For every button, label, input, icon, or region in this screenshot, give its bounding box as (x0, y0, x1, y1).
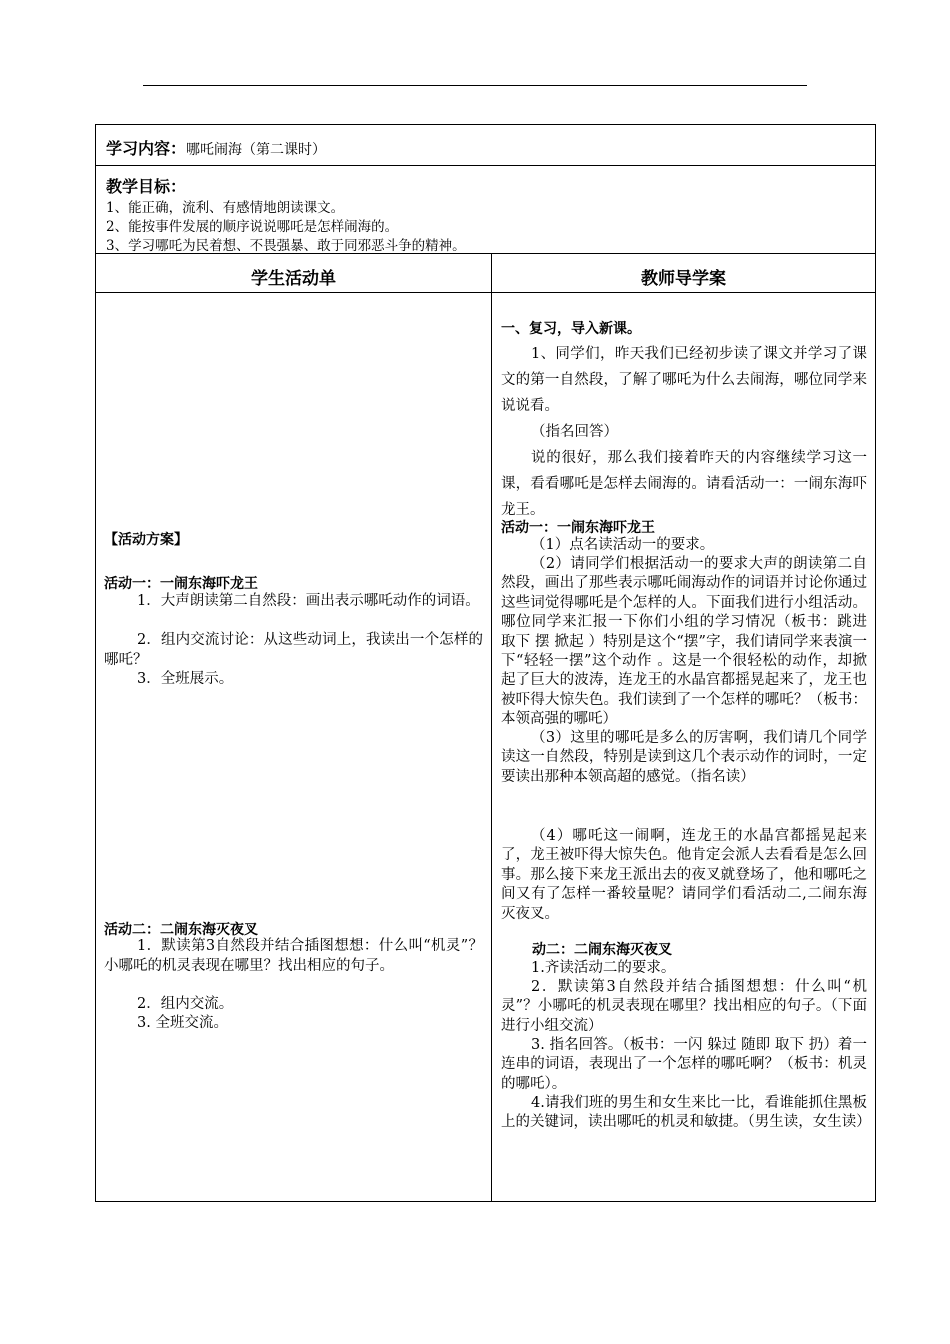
student-activity1-step3: 3．全班展示。 (137, 671, 234, 687)
teacher-section1-title: 一、复习，导入新课。 (501, 321, 641, 337)
goal-item-1: 1、能正确，流利、有感情地朗读课文。 (106, 200, 345, 216)
teacher-column-header: 教师导学案 (641, 269, 726, 289)
teacher-activity2-title: 动二：二闹东海灭夜叉 (532, 942, 672, 958)
row-divider-content (96, 165, 875, 166)
teacher-activity1-step2: （2）请同学们根据活动一的要求大声的朗读第二自然段，画出了那些表示哪吒闹海动作的词语并讨论你通过这些词觉得哪吒是个怎样的人。下面我们进行小组活动。哪位同学来汇报一下你们小组的学习情况（板书：跳进 取下 摆 掀起 ）特别是这个“摆”字，我们请同学来表演一下“轻轻一摆”这个动作 。这是一个很轻松的动作，却掀起了巨大的波涛，连龙王的水晶宫都摇晃起来了，龙王也被吓得大惊失色。我们读到了一个怎样的哪吒？（板书：本领高强的哪吒） (501, 556, 867, 728)
content-label: 学习内容： (106, 139, 187, 158)
activity-plan-title: 【活动方案】 (104, 532, 188, 548)
content-value: 哪吒闹海（第二课时） (186, 142, 327, 158)
teacher-intro-paragraph: 说的很好，那么我们接着昨天的内容继续学习这一课，看看哪吒是怎样去闹海的。请看活动一：一闹东海吓龙王。 (501, 450, 867, 518)
student-activity1-step2: 2．组内交流讨论：从这些动词上，我读出一个怎样的哪吒？ (104, 632, 483, 668)
student-activity1-title: 活动一：一闹东海吓龙王 (104, 576, 258, 592)
column-divider (491, 253, 492, 1201)
row-divider-header (96, 292, 875, 293)
teacher-activity1-step1: （1）点名读活动一的要求。 (531, 537, 715, 553)
teacher-activity2-step2: 2．默读第3自然段并结合插图想想：什么叫“机灵”？小哪吒的机灵表现在哪里？找出相应的句子。（下面进行小组交流） (501, 979, 867, 1034)
teacher-review-paragraph: 1、同学们，昨天我们已经初步读了课文并学习了课文的第一自然段，了解了哪吒为什么去闹海，哪位同学来说说看。 (501, 346, 867, 414)
header-rule (143, 85, 807, 86)
lesson-plan-table (95, 124, 876, 1202)
student-activity2-title: 活动二：二闹东海灭夜叉 (104, 922, 258, 938)
teacher-activity2-step1: 1.齐读活动二的要求。 (531, 960, 676, 976)
teacher-activity1-title: 活动一：一闹东海吓龙王 (501, 520, 655, 536)
content-row (106, 136, 326, 159)
student-activity1-step1: 1．大声朗读第二自然段：画出表示哪吒动作的词语。 (137, 593, 480, 609)
goal-item-2: 2、能按事件发展的顺序说说哪吒是怎样闹海的。 (106, 219, 399, 235)
teacher-activity1-step4: （4）哪吒这一闹啊，连龙王的水晶宫都摇晃起来了，龙王被吓得大惊失色。他肯定会派人去看看是怎么回事。那么接下来龙王派出去的夜叉就登场了，他和哪吒之间又有了怎样一番较量呢？请同学们看活动二,二闹东海灭夜叉。 (501, 828, 867, 922)
goal-item-3: 3、学习哪吒为民着想、不畏强暴、敢于同邪恶斗争的精神。 (106, 238, 466, 254)
student-activity2-step3: 3. 全班交流。 (137, 1015, 228, 1031)
teacher-activity2-step4: 4.请我们班的男生和女生来比一比，看谁能抓住黑板上的关键词，读出哪吒的机灵和敏捷。（男生读，女生读） (501, 1095, 871, 1131)
teacher-activity1-step3: （3）这里的哪吒是多么的厉害啊，我们请几个同学读这一自然段，特别是读到这几个表示动作的词时，一定要读出那种本领高超的感觉。（指名读） (501, 730, 867, 785)
goals-title: 教学目标： (106, 177, 187, 196)
student-activity2-step2: 2．组内交流。 (137, 996, 234, 1012)
teacher-answer-note: （指名回答） (531, 424, 618, 440)
student-activity2-step1: 1．默读第3自然段并结合插图想想：什么叫“机灵”？小哪吒的机灵表现在哪里？找出相应的句子。 (104, 938, 483, 974)
student-column-header: 学生活动单 (251, 269, 336, 289)
teacher-activity2-step3: 3. 指名回答。（板书：一闪 躲过 随即 取下 扔）着一连串的词语，表现出了一个怎样的哪吒啊？（板书：机灵的哪吒）。 (501, 1037, 867, 1092)
